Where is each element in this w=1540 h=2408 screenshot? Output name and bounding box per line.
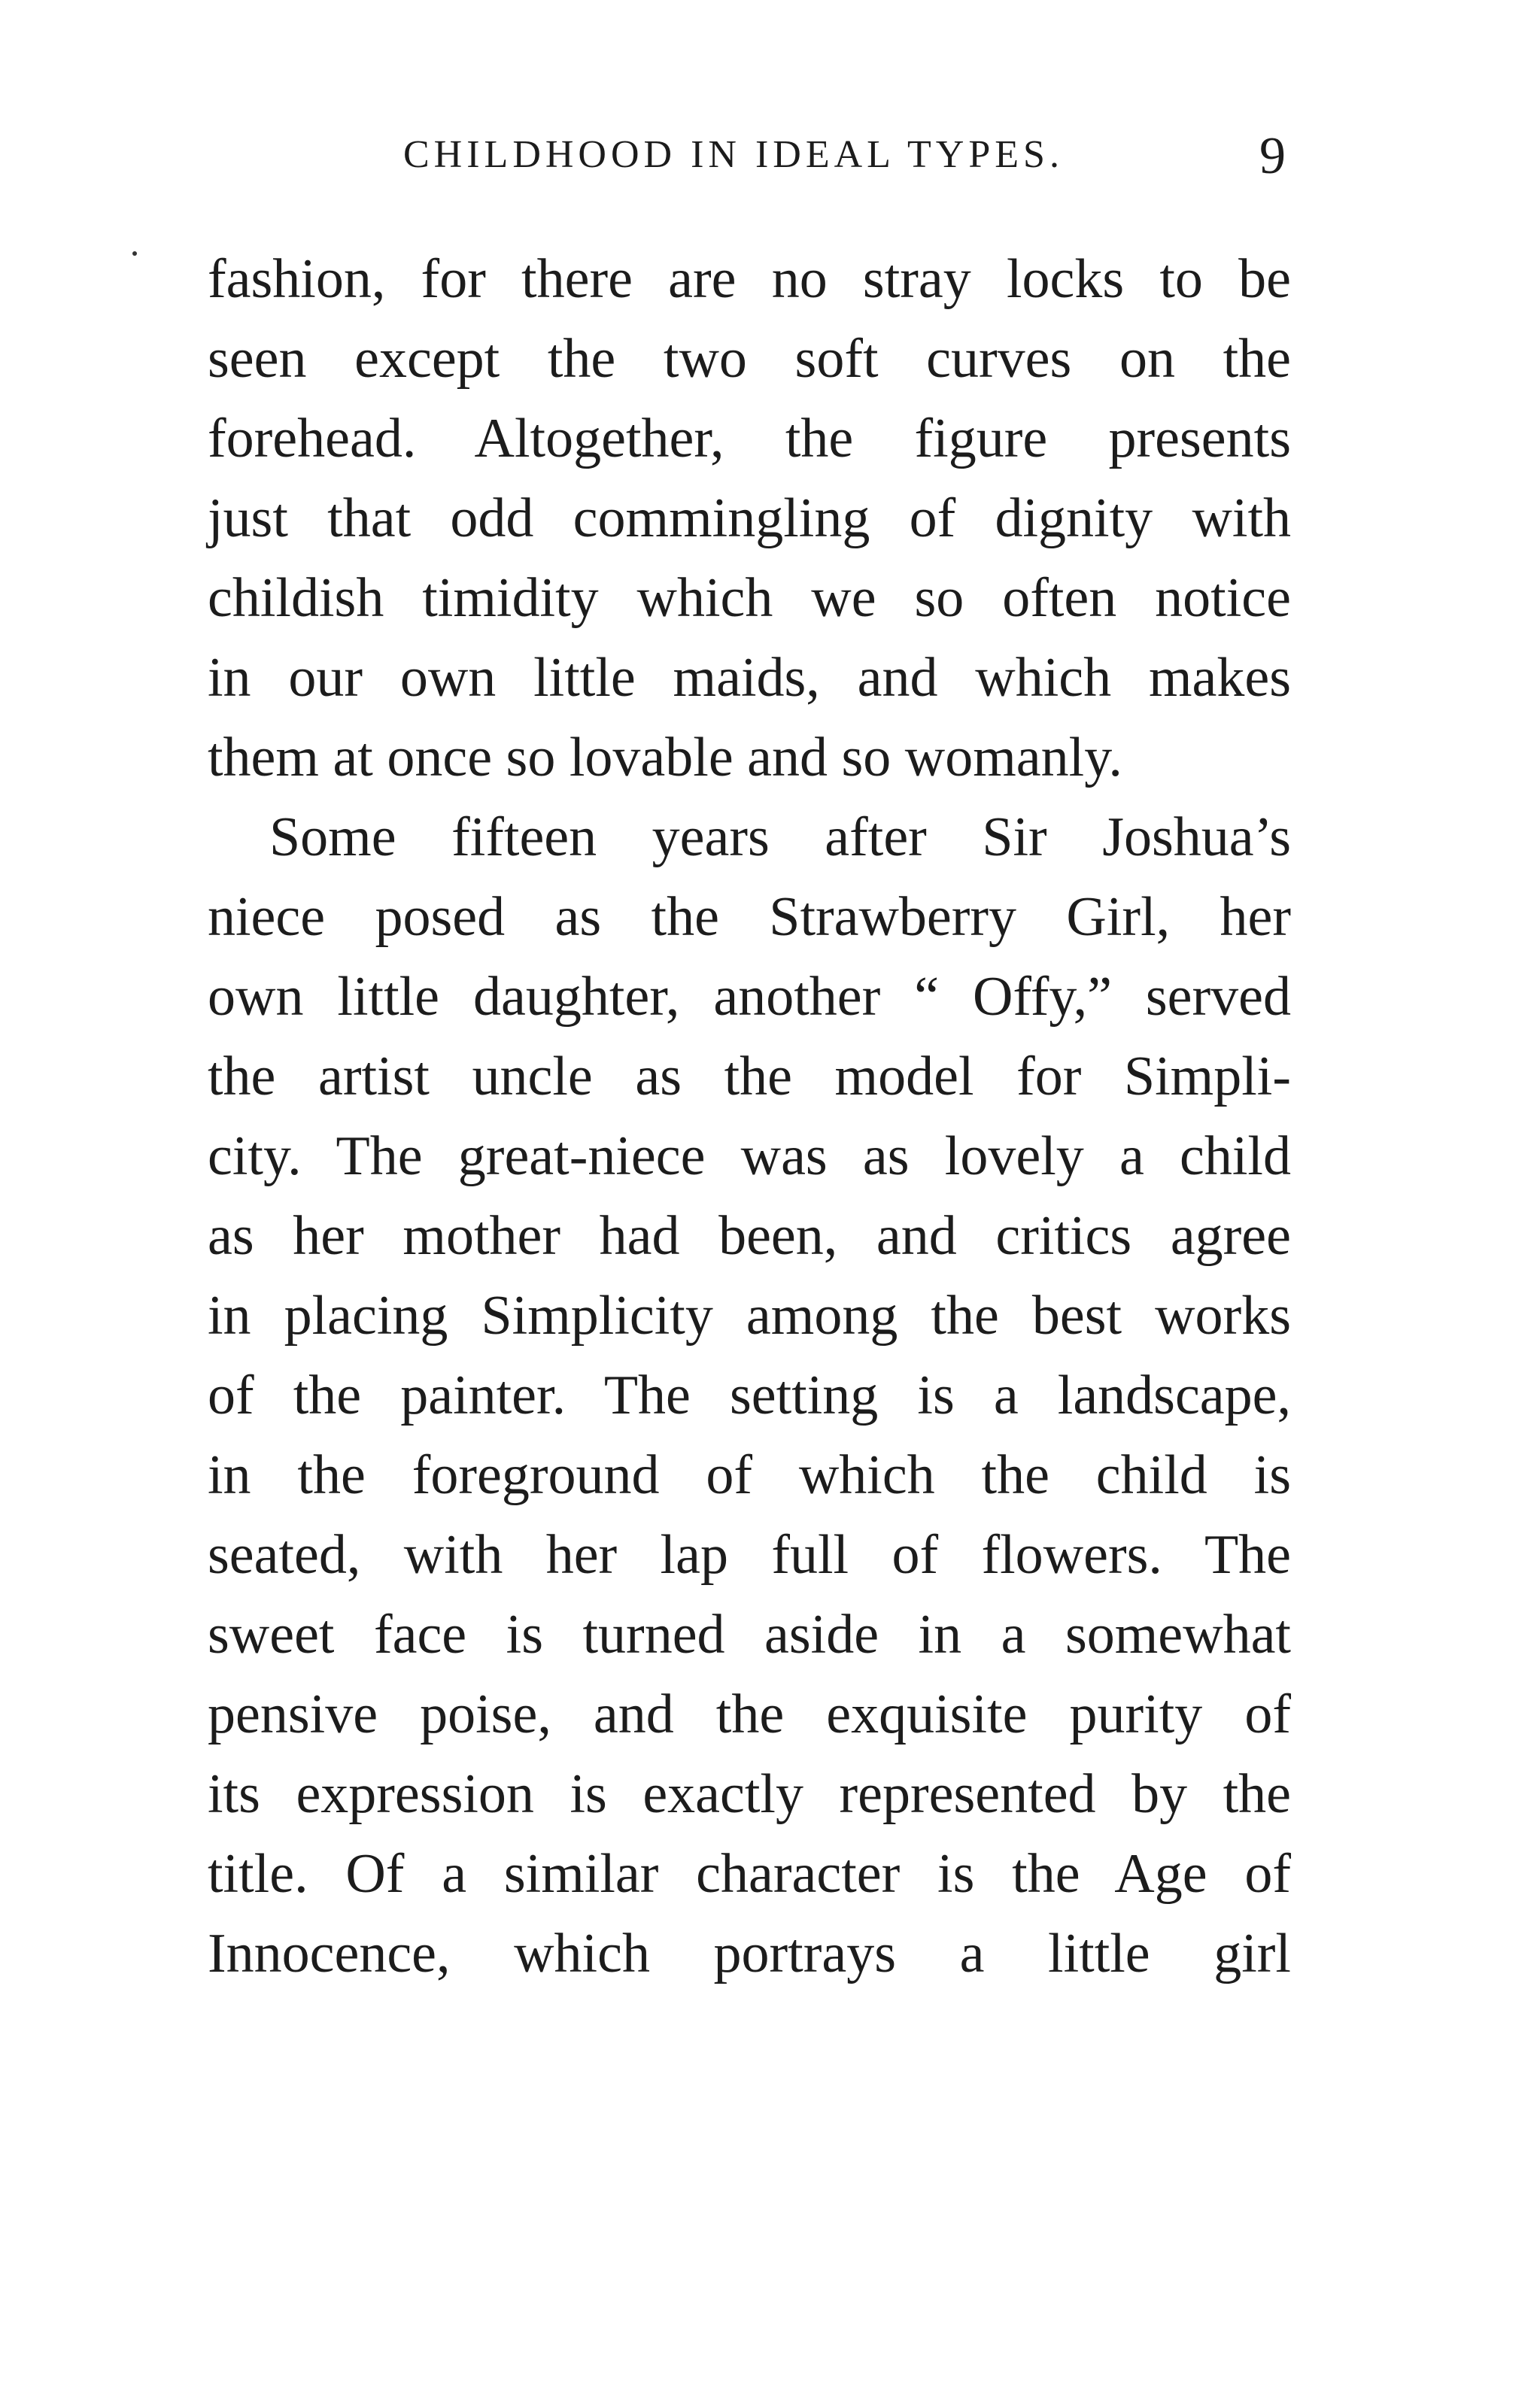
running-head: CHILDHOOD IN IDEAL TYPES.: [403, 133, 1064, 176]
text-line: fashion, for there are no stray locks to be: [208, 248, 1291, 310]
text-line: seen except the two soft curves on the: [208, 328, 1291, 390]
text-line: seated, with her lap full of flowers. The: [208, 1524, 1291, 1586]
body-text: [208, 239, 1291, 1994]
text-line: title. Of a similar character is the Age of: [208, 1843, 1291, 1905]
text-line: sweet face is turned aside in a somewhat: [208, 1604, 1291, 1666]
text-line: just that odd commingling of dignity with: [208, 487, 1291, 549]
text-line: in the foreground of which the child is: [208, 1444, 1291, 1506]
paragraph-start-line: Some fifteen years after Sir Joshua’s: [269, 806, 1291, 868]
text-line: in placing Simplicity among the best works: [208, 1285, 1291, 1347]
text-line: own little daughter, another “ Offy,” served: [208, 966, 1291, 1028]
paragraph-end-line: them at once so lovable and so womanly.: [208, 727, 1122, 788]
text-line: niece posed as the Strawberry Girl, her: [208, 886, 1291, 948]
text-line: childish timidity which we so often notice: [208, 567, 1291, 629]
text-line: the artist uncle as the model for Simpli-: [208, 1046, 1291, 1107]
text-line: its expression is exactly represented by the: [208, 1763, 1291, 1825]
text-line: Innocence, which portrays a little girl: [208, 1923, 1291, 1984]
text-line: of the painter. The setting is a landscape,: [208, 1365, 1291, 1426]
text-line: pensive poise, and the exquisite purity of: [208, 1684, 1291, 1745]
text-line: in our own little maids, and which makes: [208, 647, 1291, 709]
text-line: as her mother had been, and critics agree: [208, 1205, 1291, 1267]
text-line: forehead. Altogether, the figure presents: [208, 408, 1291, 469]
page-number: 9: [1259, 127, 1286, 185]
ink-speck: [132, 251, 137, 256]
text-line: city. The great-niece was as lovely a child: [208, 1125, 1291, 1187]
